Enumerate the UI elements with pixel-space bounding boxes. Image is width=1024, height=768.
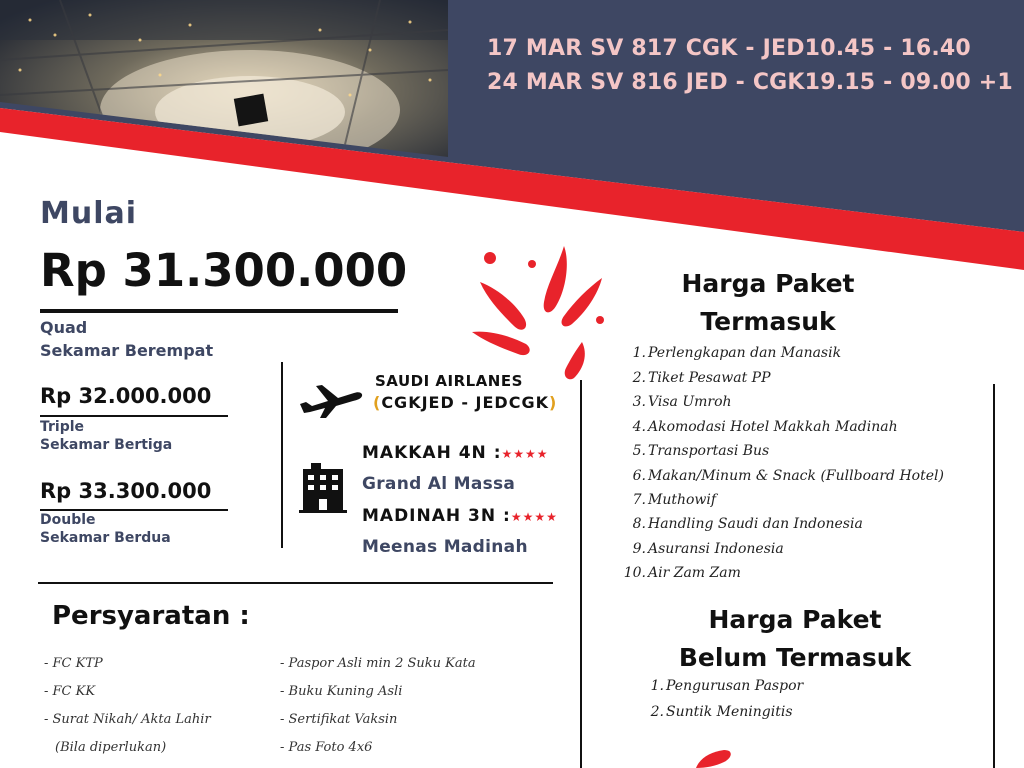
main-room-type: Quad — [40, 318, 88, 337]
makkah-label: MAKKAH 4N : — [362, 443, 502, 463]
madinah-hotel-name: Meenas Madinah — [362, 537, 528, 557]
included-title-line1: Harga Paket — [681, 269, 855, 298]
main-price-underline — [40, 309, 398, 313]
included-item: 2. Tiket Pesawat PP — [632, 370, 771, 386]
included-item: 4. Akomodasi Hotel Makkah Madinah — [632, 419, 898, 435]
main-room-desc: Sekamar Berempat — [40, 341, 214, 360]
requirement-item: - Pas Foto 4x6 — [280, 740, 373, 755]
route-paren-open: ( — [373, 393, 382, 412]
double-price-underline — [40, 509, 228, 511]
makkah-hotel-name: Grand Al Massa — [362, 474, 516, 494]
requirements-title: Persyaratan : — [52, 601, 250, 631]
requirement-item: - FC KTP — [44, 656, 103, 671]
airplane-icon — [298, 380, 364, 424]
included-item: 7. Muthowif — [632, 492, 717, 508]
included-item: 5. Transportasi Bus — [632, 443, 770, 459]
route-text: CGKJED - JEDCGK — [381, 393, 549, 412]
included-item: 10. Air Zam Zam — [623, 565, 741, 581]
makkah-nights — [362, 443, 549, 463]
requirement-item: - Paspor Asli min 2 Suku Kata — [280, 656, 476, 671]
flight-return: 24 MAR SV 816 JED - CGK19.15 - 09.00 +1 — [487, 70, 1013, 95]
requirement-item: - FC KK — [44, 684, 96, 699]
excluded-item: 1. Pengurusan Paspor — [650, 678, 804, 694]
included-item: 8. Handling Saudi dan Indonesia — [632, 516, 863, 532]
double-room-desc: Sekamar Berdua — [40, 530, 171, 546]
price-label: Mulai — [40, 196, 138, 231]
excluded-title-line1: Harga Paket — [708, 605, 882, 634]
makkah-star-rating: ★★★★ — [501, 447, 549, 461]
triple-room-desc: Sekamar Bertiga — [40, 437, 173, 453]
excluded-title — [655, 601, 935, 677]
madinah-star-rating: ★★★★ — [510, 510, 558, 524]
triple-room-type: Triple — [40, 419, 85, 435]
double-price: Rp 33.300.000 — [40, 479, 212, 503]
red-splash-decoration — [470, 244, 610, 388]
included-title — [628, 265, 908, 341]
excluded-item: 2. Suntik Meningitis — [650, 704, 793, 720]
hotel-building-icon — [297, 461, 349, 517]
included-item: 1. Perlengkapan dan Manasik — [632, 345, 842, 361]
requirement-item: - Sertifikat Vaksin — [280, 712, 398, 727]
divider-vertical-right-a — [580, 380, 582, 768]
requirement-item: - Surat Nikah/ Akta Lahir — [44, 712, 211, 727]
requirement-item: - Buku Kuning Asli — [280, 684, 403, 699]
flight-departure: 17 MAR SV 817 CGK - JED10.45 - 16.40 — [487, 36, 971, 61]
triple-price: Rp 32.000.000 — [40, 384, 212, 408]
divider-horizontal — [38, 582, 553, 584]
madinah-nights — [362, 506, 558, 526]
route-paren-close: ) — [548, 393, 558, 412]
double-room-type: Double — [40, 512, 96, 528]
included-title-line2: Termasuk — [700, 307, 836, 336]
red-splash-decoration-bottom — [690, 748, 770, 768]
included-item: 3. Visa Umroh — [632, 394, 732, 410]
divider-vertical-left — [281, 362, 283, 548]
included-item: 6. Makan/Minum & Snack (Fullboard Hotel) — [632, 468, 944, 484]
included-item: 9. Asuransi Indonesia — [632, 541, 784, 557]
airline-name: SAUDI AIRLANES — [375, 372, 523, 390]
airline-route — [373, 393, 557, 412]
excluded-title-line2: Belum Termasuk — [678, 643, 912, 672]
main-price: Rp 31.300.000 — [40, 244, 408, 297]
requirement-note: (Bila diperlukan) — [55, 740, 167, 755]
madinah-label: MADINAH 3N : — [362, 506, 511, 526]
triple-price-underline — [40, 415, 228, 417]
